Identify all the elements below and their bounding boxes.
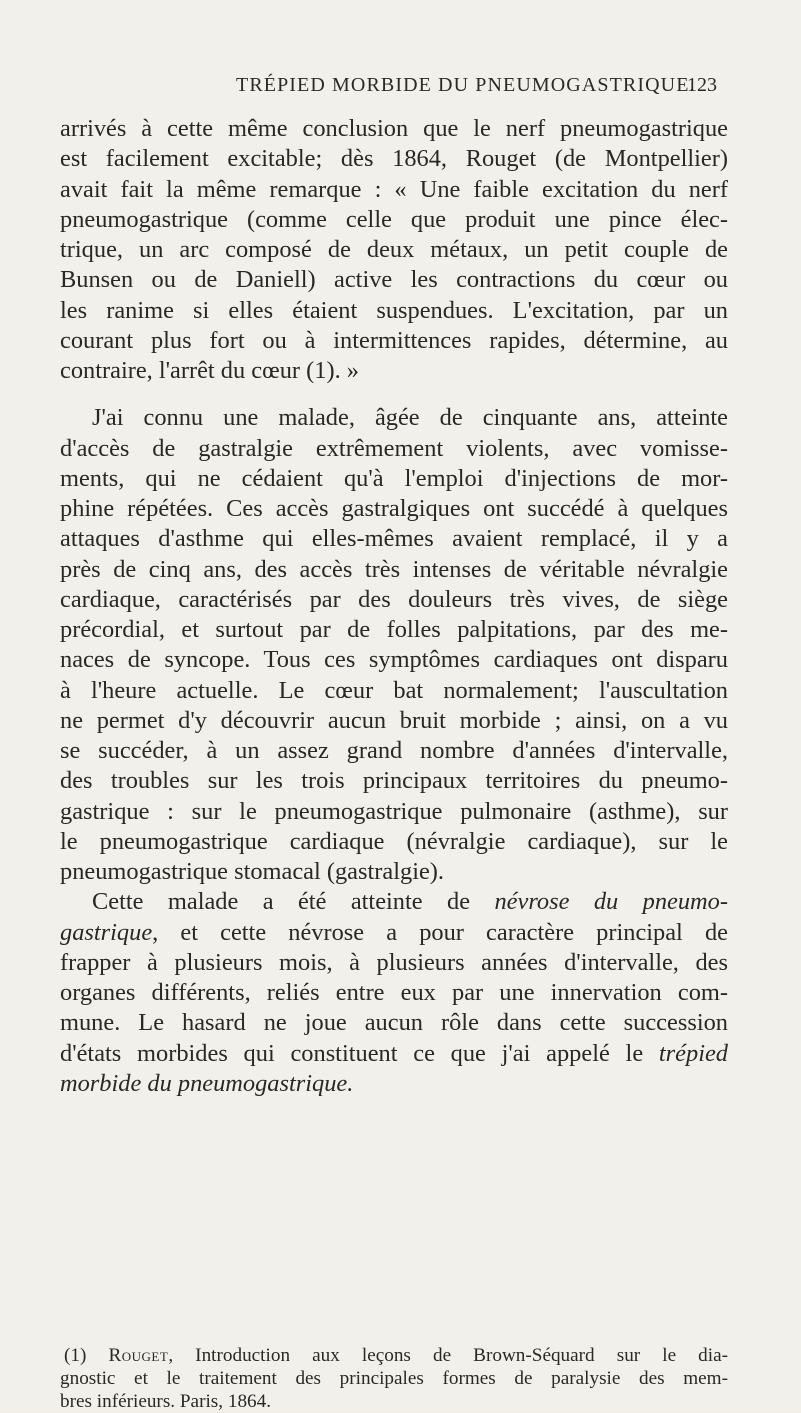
running-head-title: TRÉPIED MORBIDE DU PNEUMOGASTRIQUE. xyxy=(236,74,696,96)
running-head xyxy=(0,74,801,104)
text-line: avait fait la même remarque : « Une faible excitation du nerf xyxy=(60,175,728,203)
footnote-line: bres inférieurs. Paris, 1864. xyxy=(60,1391,272,1412)
text-line: Bunsen ou de Daniell) active les contractions du cœur ou xyxy=(60,266,728,294)
text-line: courant plus fort ou à intermittences rapides, détermine, au xyxy=(60,326,728,354)
text-line: attaques d'asthme qui elles-mêmes avaient remplacé, il y a xyxy=(60,525,728,553)
italic-term: morbide du pneumogastrique. xyxy=(60,1069,354,1097)
text-line: d'états morbides qui constituent ce que j'ai appelé le trépied xyxy=(60,1039,728,1067)
text-line: gastrique, et cette névrose a pour caractère principal de xyxy=(60,918,728,946)
footnote-real-visible xyxy=(60,1344,728,1413)
text-line: le pneumogastrique cardiaque (névralgie cardiaque), sur le xyxy=(60,827,728,855)
text-line: contraire, l'arrêt du cœur (1). » xyxy=(60,357,359,384)
text-line: les ranime si elles étaient suspendues. L'excitation, par un xyxy=(60,296,728,324)
text-line: se succéder, à un assez grand nombre d'années d'intervalle, xyxy=(60,737,728,764)
text-line: phine répétées. Ces accès gastralgiques ont succédé à quelques xyxy=(60,495,728,522)
text-line: frapper à plusieurs mois, à plusieurs années d'intervalle, des xyxy=(60,948,728,976)
text-line: des troubles sur les trois principaux territoires du pneumo- xyxy=(60,767,728,795)
text-line: naces de syncope. Tous ces symptômes cardiaques ont disparu xyxy=(60,646,728,674)
text-line: Cette malade a été atteinte de névrose du pneumo- xyxy=(92,888,728,916)
text-line: arrivés à cette même conclusion que le nerf pneumogastrique xyxy=(60,115,728,142)
text-line: précordial, et surtout par de folles palpitations, par des me- xyxy=(60,616,728,643)
text-line: pneumogastrique stomacal (gastralgie). xyxy=(60,858,445,885)
text-line: à l'heure actuelle. Le cœur bat normalement; l'auscultation xyxy=(60,676,728,704)
text-line: est facilement excitable; dès 1864, Rouget (de Montpellier) xyxy=(60,145,728,173)
text-line: ments, qui ne cédaient qu'à l'emploi d'injections de mor- xyxy=(60,464,728,492)
footnote-line: (1) Rouget, Introduction aux leçons de Brown-Séquard sur le dia- xyxy=(64,1345,728,1366)
paragraph-1 xyxy=(60,114,728,386)
paragraph-2 xyxy=(60,403,728,887)
text-line: pneumogastrique (comme celle que produit une pince élec- xyxy=(60,205,728,233)
italic-term: gastrique xyxy=(60,918,153,946)
paragraph-3 xyxy=(60,887,728,1099)
page-number: 123 xyxy=(687,74,717,96)
text-line: cardiaque, caractérisés par des douleurs très vives, de siège xyxy=(60,585,728,613)
text-line: ne permet d'y découvrir aucun bruit morbide ; ainsi, on a vu xyxy=(60,706,728,734)
text-line xyxy=(60,1069,728,1099)
text-line: d'accès de gastralgie extrêmement violents, avec vomisse- xyxy=(60,434,728,462)
footnote-line: gnostic et le traitement des principales formes de paralysie des mem- xyxy=(60,1368,728,1389)
italic-term: trépied xyxy=(658,1039,728,1067)
body-text xyxy=(60,114,728,1099)
text-line: mune. Le hasard ne joue aucun rôle dans cette succession xyxy=(60,1009,728,1037)
text-line: gastrique : sur le pneumogastrique pulmonaire (asthme), sur xyxy=(60,797,728,825)
footnote-author: Rouget xyxy=(108,1345,169,1366)
text-line: trique, un arc composé de deux métaux, un petit couple de xyxy=(60,236,728,263)
italic-term: névrose du pneumo- xyxy=(494,888,728,916)
text-line: organes différents, reliés entre eux par une innervation com- xyxy=(60,979,728,1006)
text-line: J'ai connu une malade, âgée de cinquante ans, atteinte xyxy=(92,404,728,432)
text-line: près de cinq ans, des accès très intenses de véritable névralgie xyxy=(60,555,728,583)
